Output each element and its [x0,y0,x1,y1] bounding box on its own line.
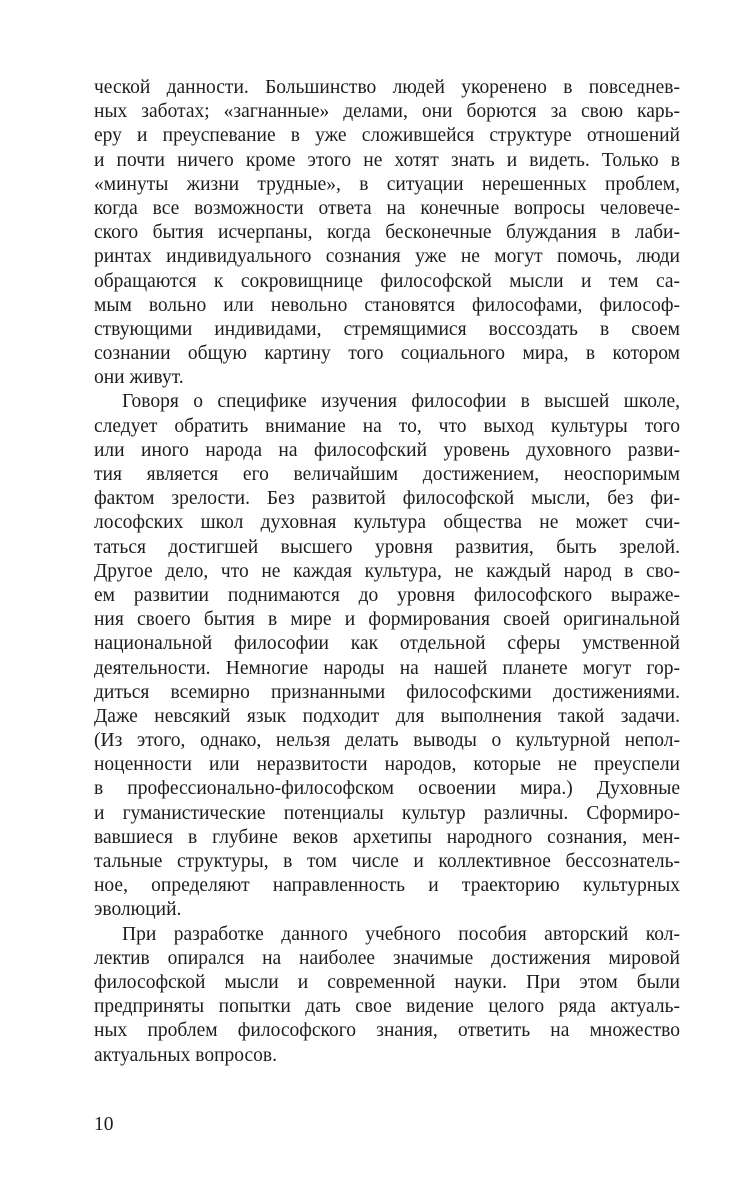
text-line: и гуманистические потенциалы культур различны. Сформиро- [94,802,680,824]
text-line: ное, определяют направленность и траекторию культурных [94,875,680,897]
text-line: вавшиеся в глубине веков архетипы народного сознания, мен- [94,826,680,848]
text-line: в профессионально-философском освоении мира.) Духовные [94,778,680,800]
text-line: сознании общую картину того социального мира, в котором [94,343,680,365]
text-line: эволюций. [94,899,182,921]
text-line: ных заботах; «загнанные» делами, они борются за свою карь- [94,101,680,123]
text-line: ствующими индивидами, стремящимися воссоздать в своем [94,318,680,340]
paragraph [94,390,680,922]
text-line: мым вольно или невольно становятся философами, философ- [94,294,680,316]
text-line: ем развитии поднимаются до уровня философского выраже- [94,584,680,606]
text-line: таться достигшей высшего уровня развития, быть зрелой. [94,536,680,558]
text-line: При разработке данного учебного пособия авторский кол- [122,923,680,945]
text-line: и почти ничего кроме этого не хотят знать и видеть. Только в [94,149,680,171]
text-line: обращаются к сокровищнице философской мысли и тем са- [94,270,680,292]
page-body [94,76,680,1068]
text-line: фактом зрелости. Без развитой философской мысли, без фи- [94,488,680,510]
text-line: тия является его величайшим достижением, неоспоримым [94,464,680,485]
text-line: Даже невсякий язык подходит для выполнения такой задачи. [94,705,680,727]
text-line: (Из этого, однако, нельзя делать выводы о культурной непол- [94,730,680,752]
paragraph [94,76,680,390]
text-line: «минуты жизни трудные», в ситуации нерешенных проблем, [94,173,680,195]
text-line: деятельности. Немногие народы на нашей планете могут гор- [94,657,680,679]
text-line: еру и преуспевание в уже сложившейся структуре отношений [94,125,680,147]
text-line: ния своего бытия в мире и формирования своей оригинальной [94,609,680,631]
text-line: они живут. [94,367,184,389]
text-line: лософских школ духовная культура общества не может счи- [94,512,680,534]
text-line: ноценности или неразвитости народов, которые не преуспели [94,754,680,776]
text-line: предприняты попытки дать свое видение целого ряда актуаль- [94,996,680,1018]
text-line: актуальных вопросов. [94,1044,277,1066]
text-line: национальной философии как отдельной сферы умственной [94,633,680,655]
page-number: 10 [94,1114,114,1135]
text-line: Другое дело, что не каждая культура, не каждый народ в сво- [94,560,680,582]
text-line: лектив опирался на наиболее значимые достижения мировой [94,947,680,969]
text-line: тальные структуры, в том числе и коллективное бессознатель- [94,851,680,872]
text-line: философской мысли и современной науки. При этом были [94,971,680,993]
text-line: следует обратить внимание на то, что выход культуры того [94,415,680,437]
text-line: когда все возможности ответа на конечные вопросы человече- [94,197,680,219]
text-block [94,76,680,1068]
text-line: ных проблем философского знания, ответить на множество [94,1020,680,1042]
text-line: ринтах индивидуального сознания уже не могут помочь, люди [94,246,680,268]
text-line: ского бытия исчерпаны, когда бесконечные блуждания в лаби- [94,222,680,244]
text-line: Говоря о специфике изучения философии в высшей школе, [122,391,680,413]
paragraph [94,923,680,1068]
text-line: диться всемирно признанными философскими достижениями. [94,681,680,703]
text-line: или иного народа на философский уровень духовного разви- [94,439,680,461]
text-line: ческой данности. Большинство людей укоренено в повседнев- [94,77,680,98]
